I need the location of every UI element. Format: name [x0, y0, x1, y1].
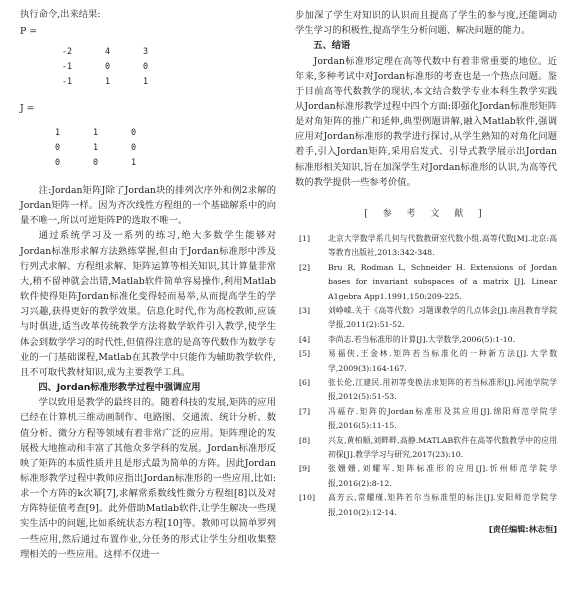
reference-list [295, 232, 557, 520]
reference-number: [1] [299, 233, 311, 243]
command-intro: 执行命令,出来结果: [20, 9, 101, 20]
continuation-paragraph: 步加深了学生对知识的认识而且提高了学生的参与度,还能调动学生学习的积极性,提高学生分析问题、解决问题的能力。 [295, 10, 557, 37]
reference-number: [2] [299, 262, 311, 272]
reference-text: 高芳云,常耀瑾.矩阵若尔当标准型的标注[J].安阳师范学院学报,2010(2):12-14. [328, 493, 557, 517]
reference-text: 张姗姗,刘耀军.矩阵标准形的应用[J].忻州师范学院学报,2016(2):8-12. [328, 464, 557, 488]
matrix-j-label: J = [20, 103, 35, 114]
reference-number: [4] [299, 334, 311, 344]
reference-item [295, 434, 557, 463]
conclusion-paragraph: Jordan标准形定理在高等代数中有着非常重要的地位。近年来,多种考试中对Jordan标准形的考查也是一个热点问题。鉴于目前高等代数教学的现状,本文结合数学专业本科生教学实践从Jordan标准形教学过程中四个方面:即强化Jordan标准形矩阵是对角矩阵的推广和延伸,典型例题讲解,融入Matlab软件,强调应用对Jordan标准形的教学进行探讨,从学生熟知的对角化问题着手,引入Jordan矩阵,采用启发式、引导式教学展示出Jordan标准形相关知识,旨在加深学生对Jordan标准形的认识,为高等代数的教学提供一些参考价值。 [295, 55, 557, 188]
matrix-p-cell: 0 [104, 61, 110, 71]
reference-number: [6] [299, 377, 311, 387]
matrix-p-cell: 0 [142, 61, 148, 71]
matrix-j-cell: 0 [54, 142, 60, 152]
matrix-j-cell: 1 [92, 127, 98, 137]
reference-item [295, 347, 557, 376]
matrix-p-label: P = [20, 26, 38, 37]
reference-text: 刘峥嵘.关于《高等代数》习题课教学的几点体会[J].南昌教育学院学报,2011(2):51-52. [328, 305, 557, 330]
left-column [20, 8, 276, 562]
editor-credit: [责任编辑:林志恒] [488, 524, 557, 535]
reference-number: [3] [299, 305, 311, 315]
matrix-j-cell: 0 [130, 127, 136, 137]
reference-number: [9] [299, 464, 311, 474]
matrix-p-cell: -1 [61, 76, 72, 86]
matrix-p [40, 46, 170, 96]
matrix-j-cell: 0 [92, 157, 98, 167]
right-column [295, 8, 557, 535]
matrix-j-cell: 1 [54, 127, 60, 137]
reference-item [295, 304, 557, 333]
reference-number: [7] [299, 406, 311, 416]
matrix-j [28, 127, 158, 177]
reference-item [295, 232, 557, 261]
matrix-j-cell: 1 [92, 142, 98, 152]
reference-number: [8] [299, 435, 311, 445]
reference-text: 李尚志.若当标准形的计算[J].大学数学,2006(5):1-10. [328, 334, 516, 344]
matrix-p-cell: 3 [142, 46, 148, 56]
references-heading: [ 参 考 文 献 ] [364, 208, 488, 219]
reference-text: 兴友,黄柏顺,刘畔畔,高静.MATLAB软件在高等代数教学中的应用初探[J].教学学习与研究,2017(23):10. [328, 435, 557, 460]
reference-item [295, 462, 557, 491]
section-4-title: 四、Jordan标准形教学过程中强调应用 [38, 382, 201, 394]
reference-number: [10] [299, 493, 316, 503]
matrix-j-cell: 1 [130, 157, 136, 167]
section-5-title: 五、结语 [313, 40, 351, 52]
matrix-p-cell: 4 [104, 46, 110, 56]
reference-item [295, 405, 557, 434]
body-paragraph-matlab: 通过系统学习及一系列的练习,绝大多数学生能够对Jordan标准形求解方法熟练掌握,但由于Jordan标准形中涉及行列式求解、方程组求解、矩阵运算等相关知识,其计算量非常大,稍不留神就会出错,Matlab软件简单容易操作,利用Matlab软件使得矩阵Jordan标准化变得轻而易举,从而提高学生的学习兴趣,获得更好的教学效果。信息化时代,作为高校教师,应该与时俱进,适当改革传统教学方法将数学软件引入教学,使学生体会到数学学习的时代性,但值得注意的是高等代数作为数学专业的一门基础课程,Matlab在其教学中只能作为辅助教学软件,且不可取代教材知识,成为主要教学工具。 [20, 230, 276, 378]
reference-number: [5] [299, 349, 311, 359]
reference-item [295, 376, 557, 405]
matrix-j-cell: 0 [54, 157, 60, 167]
reference-text: 易福侠,王金林.矩阵若当标准化的一种新方法[J].大学数学,2009(3):164-167. [328, 349, 557, 373]
matrix-p-cell: -1 [61, 61, 72, 71]
matrix-j-cell: 0 [130, 142, 136, 152]
reference-text: Bru R, Rodman L, Schneider H. Extensions of Jordan bases for invariant subspaces of a matrix [J]. Linear A1gebra App1.1991,150:209-225. [328, 262, 557, 301]
reference-item [295, 491, 557, 520]
matrix-p-cell: 1 [142, 76, 148, 86]
reference-text: 张长伦,江建民.用初等变换法求矩阵的若当标准形[J].河池学院学报,2012(5):51-53. [328, 377, 557, 402]
matrix-p-cell: 1 [104, 76, 110, 86]
reference-text: 北京大学数学系几何与代数教研室代数小组.高等代数[M].北京:高等教育出版社,2013:342-348. [328, 233, 557, 258]
reference-text: 冯福存.矩阵的Jordan标准形及其应用[J].绵阳师范学院学报,2016(5):11-15. [328, 406, 557, 431]
reference-item [295, 261, 557, 304]
note-paragraph: 注:Jordan矩阵J除了Jordan块的排列次序外和例2求解的Jordan矩阵一样。因为齐次线性方程组的一个基础解系中的向量不唯一,所以可逆矩阵P的选取不唯一。 [20, 185, 276, 227]
matrix-p-cell: -2 [61, 46, 72, 56]
reference-item [295, 333, 557, 347]
body-paragraph-applications: 学以致用是教学的最终目的。随着科技的发展,矩阵的应用已经在计算机三维动画制作、电路图、交通流、统计分析、数值分析、微分方程等领域有着非常广泛的应用。矩阵理论的发展极大地推动和丰富了其他众多学科的发展。Jordan标准形反映了矩阵的本质性质并且是形式最为简单的方阵。因此Jordan标准形教学过程中教师应指出Jordan标准形的一些应用,比如:求一个方阵的k次幂[7],求解常系数线性微分方程组[8]以及对方阵特征值考查[9]。此外借助Matlab软件,让学生解决一些现实生活中的问题,比如系统状态方程[10]等。教师可以简单罗列一些应用,然后通过布置作业,分任务的形式让学生分组收集整理相关的一些应用。这样不仅进一 [20, 397, 276, 560]
